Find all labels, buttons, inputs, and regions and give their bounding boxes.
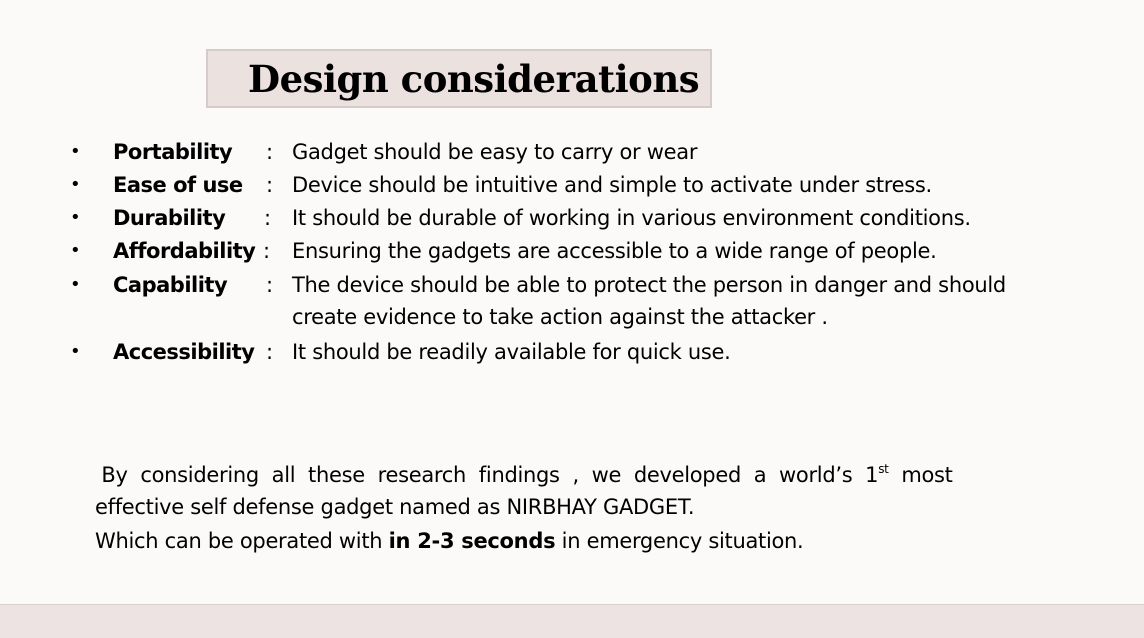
paragraph-text: most [888,463,953,487]
bullet-icon: • [70,207,81,228]
item-term: Ease of use [113,173,243,197]
item-colon: : [266,140,274,164]
item-term: Affordability [113,239,256,263]
bullet-icon: • [70,341,81,362]
paragraph-text: in emergency situation. [555,529,804,553]
item-term: Accessibility [113,340,255,364]
item-term: Capability [113,273,228,297]
item-description: Ensuring the gadgets are accessible to a wide range of people. [292,239,937,263]
item-colon: : [266,273,274,297]
item-description: It should be durable of working in various environment conditions. [292,206,971,230]
item-term: Durability [113,206,226,230]
item-description: It should be readily available for quick use. [292,340,731,364]
item-description: Device should be intuitive and simple to activate under stress. [292,173,932,197]
item-description: The device should be able to protect the person in danger and should [292,273,1006,297]
bullet-icon: • [70,141,81,162]
item-colon: : [263,239,271,263]
item-term: Portability [113,140,233,164]
bottom-strip [0,604,1144,638]
paragraph-line-1 [95,460,953,490]
emphasis-text: in 2-3 seconds [388,529,556,553]
item-colon: : [266,340,274,364]
bullet-icon: • [70,274,81,295]
bullet-icon: • [70,240,81,261]
item-description-line2: create evidence to take action against the attacker . [292,305,828,329]
bullet-icon: • [70,174,81,195]
slide-title: Design considerations [248,57,700,101]
item-colon: : [264,206,272,230]
superscript: st [878,462,889,476]
paragraph-line-3 [95,526,803,556]
item-colon: : [266,173,274,197]
paragraph-text: By considering all these research findings , we developed a world’s 1 [95,463,879,487]
paragraph-text: Which can be operated with [95,529,389,553]
item-description: Gadget should be easy to carry or wear [292,140,698,164]
paragraph-line-2: effective self defense gadget named as NIRBHAY GADGET. [95,495,695,519]
